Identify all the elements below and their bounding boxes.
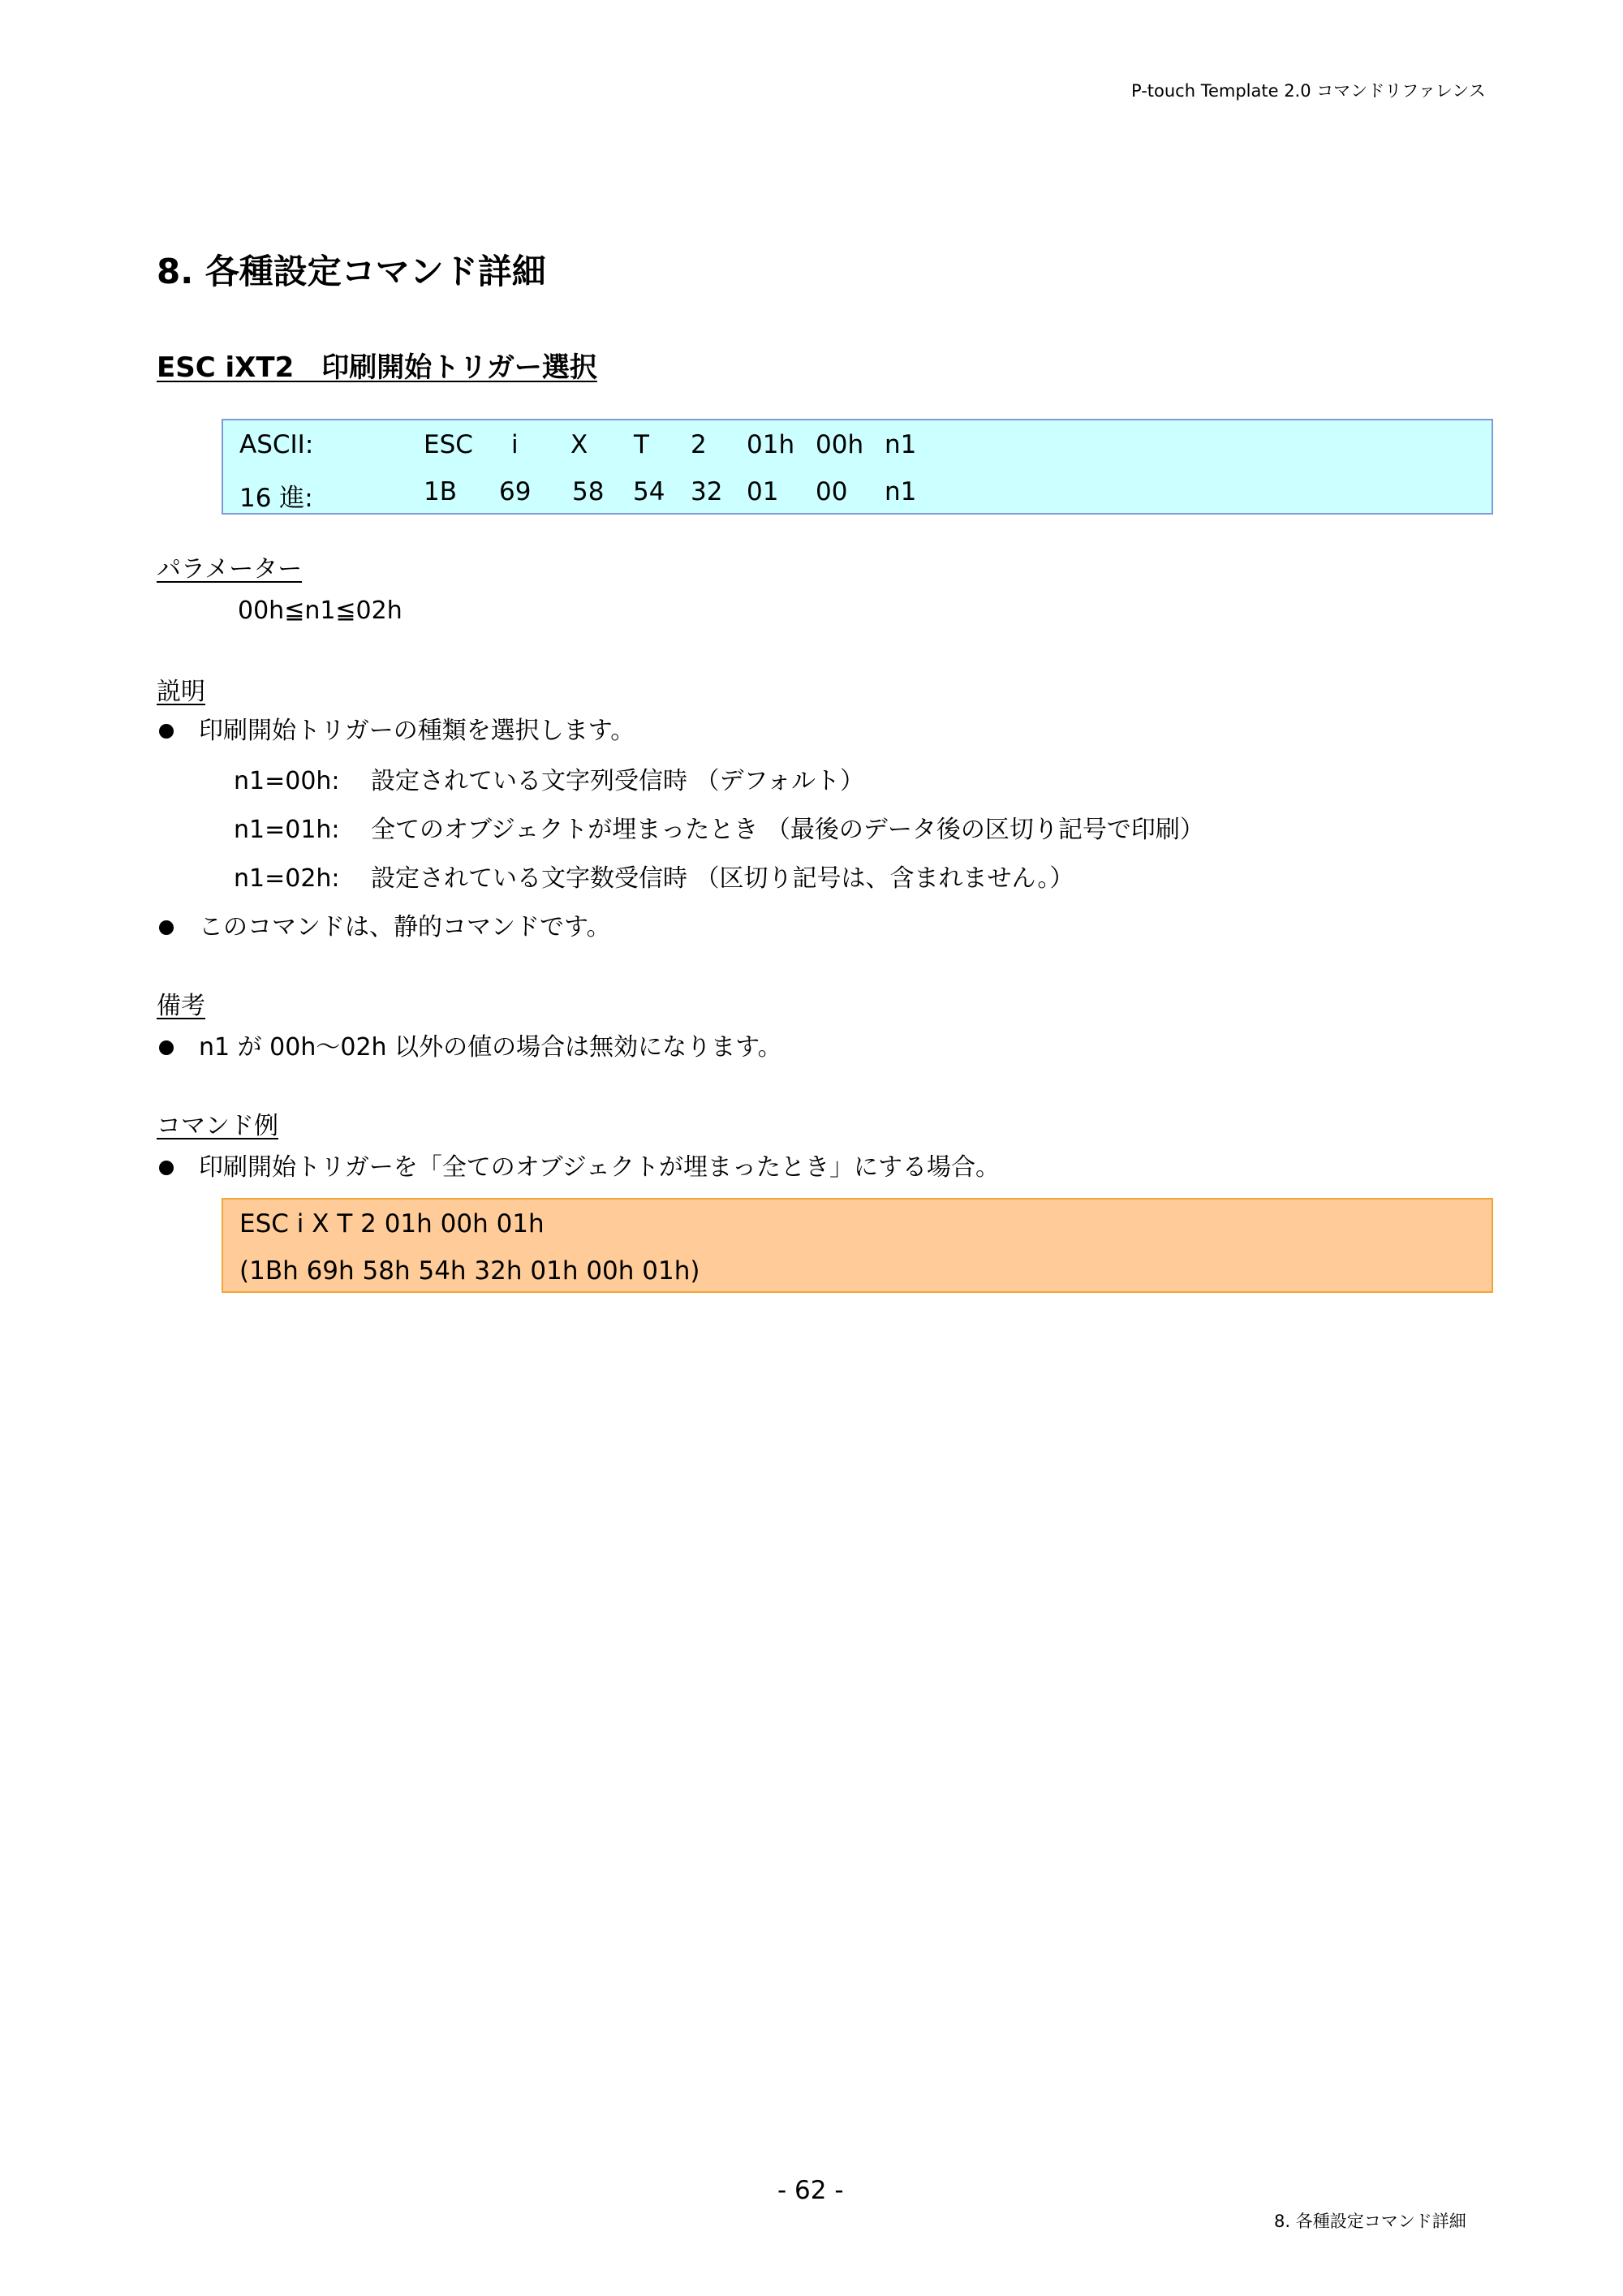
hex-cell: 58 — [572, 477, 605, 506]
example-bullet: 印刷開始トリガーを「全てのオブジェクトが埋まったとき」にする場合。 — [199, 1153, 1000, 1182]
ascii-cell: ESC — [424, 430, 473, 459]
option-key: n1=02h: — [234, 864, 340, 893]
description-bullet: このコマンドは、静的コマンドです。 — [199, 913, 611, 941]
example-line: (1Bh 69h 58h 54h 32h 01h 00h 01h) — [239, 1256, 700, 1286]
bullet-icon — [159, 1040, 174, 1055]
chapter-title: 8. 各種設定コマンド詳細 — [157, 252, 546, 291]
ascii-cell: n1 — [885, 430, 917, 459]
ascii-label: ASCII: — [239, 430, 314, 459]
description-heading: 説明 — [157, 678, 205, 706]
ascii-cell: 00h — [816, 430, 864, 459]
hex-cell: 00 — [816, 477, 848, 506]
description-bullet: 印刷開始トリガーの種類を選択します。 — [199, 717, 635, 745]
hex-label: 16 進: — [239, 484, 313, 513]
footer-chapter: 8. 各種設定コマンド詳細 — [1274, 2212, 1466, 2231]
bullet-icon — [159, 1161, 174, 1175]
parameters-heading: パラメーター — [157, 555, 303, 584]
hex-cell: n1 — [885, 477, 917, 506]
page-number: - 62 - — [777, 2176, 844, 2205]
option-key: n1=00h: — [234, 767, 340, 795]
hex-cell: 69 — [499, 477, 532, 506]
bullet-icon — [159, 724, 174, 739]
ascii-cell: X — [570, 430, 588, 459]
ascii-cell: 2 — [691, 430, 707, 459]
bullet-icon — [159, 920, 174, 935]
example-heading: コマンド例 — [157, 1112, 278, 1140]
option-text: 設定されている文字数受信時 （区切り記号は、含まれません。） — [371, 864, 1074, 893]
option-text: 設定されている文字列受信時 （デフォルト） — [371, 767, 865, 795]
command-example-box — [222, 1198, 1493, 1293]
remarks-bullet: n1 が 00h～02h 以外の値の場合は無効になります。 — [199, 1033, 782, 1062]
hex-cell: 54 — [633, 477, 665, 506]
remarks-heading: 備考 — [157, 992, 205, 1020]
hex-cell: 01 — [747, 477, 779, 506]
ascii-cell: 01h — [747, 430, 795, 459]
ascii-cell: T — [634, 430, 649, 459]
option-text: 全てのオブジェクトが埋まったとき （最後のデータ後の区切り記号で印刷） — [371, 816, 1204, 844]
ascii-cell: i — [511, 430, 519, 459]
example-line: ESC i X T 2 01h 00h 01h — [239, 1209, 545, 1238]
page-header: P-touch Template 2.0 コマンドリファレンス — [1131, 81, 1486, 101]
parameters-range: 00h≦n1≦02h — [238, 597, 403, 625]
command-title: ESC iXT2 印刷開始トリガー選択 — [157, 351, 597, 384]
hex-cell: 1B — [424, 477, 457, 506]
option-key: n1=01h: — [234, 816, 340, 844]
command-code-box — [222, 419, 1493, 515]
hex-cell: 32 — [691, 477, 723, 506]
